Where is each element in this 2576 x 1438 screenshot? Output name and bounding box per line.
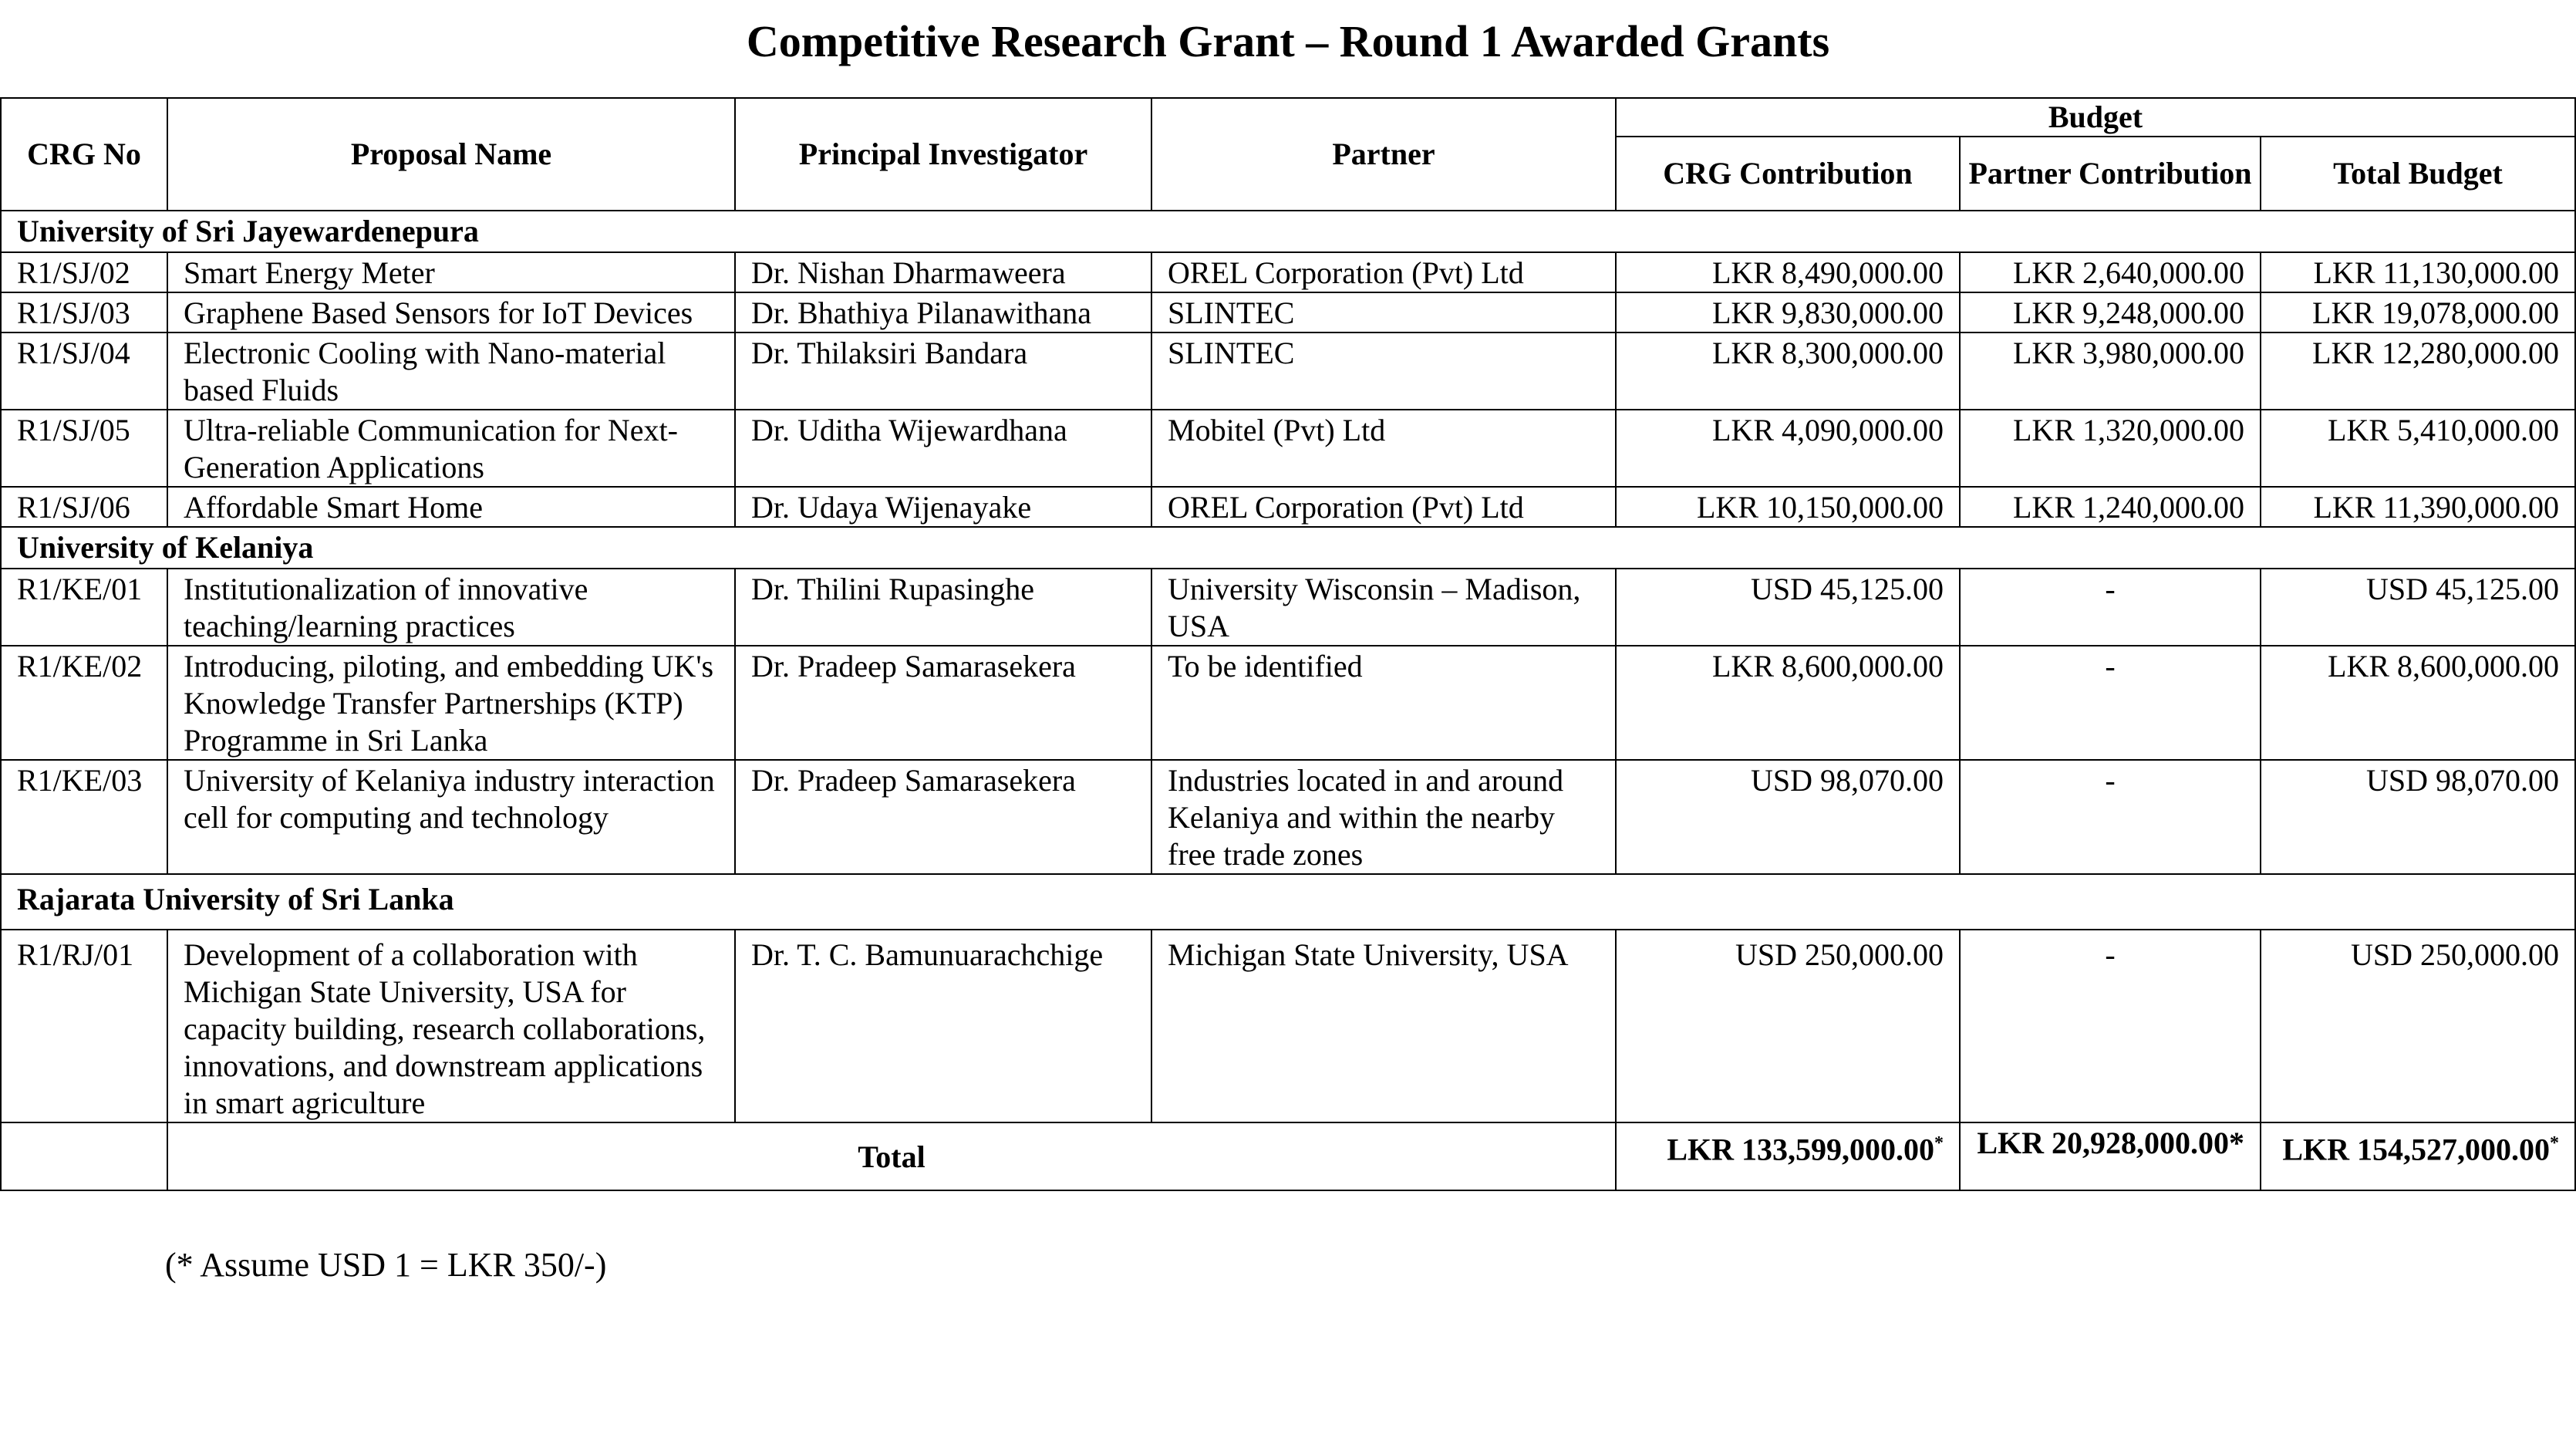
- partner-contribution-cell: -: [1960, 760, 2261, 874]
- pi-cell: Dr. T. C. Bamunuarachchige: [735, 930, 1151, 1122]
- header-partner: Partner: [1151, 98, 1616, 211]
- proposal-cell: Institutionalization of innovative teaching/learning practices: [167, 569, 735, 646]
- section-row: [1, 874, 2575, 930]
- partner-contribution-cell: LKR 2,640,000.00: [1960, 252, 2261, 292]
- partner-cell: Mobitel (Pvt) Ltd: [1151, 410, 1616, 487]
- table-row: [1, 569, 2575, 646]
- table-row: [1, 930, 2575, 1122]
- crg-no-cell: R1/KE/01: [1, 569, 167, 646]
- header-partner-contribution: Partner Contribution: [1960, 137, 2261, 211]
- total-budget-total: [2261, 1122, 2575, 1190]
- table-row: [1, 410, 2575, 487]
- total-crg-value: LKR 133,599,000.00: [1667, 1132, 1934, 1167]
- partner-cell: SLINTEC: [1151, 332, 1616, 410]
- header-total-budget: Total Budget: [2261, 137, 2575, 211]
- header-crg-contribution: CRG Contribution: [1616, 137, 1960, 211]
- pi-cell: Dr. Uditha Wijewardhana: [735, 410, 1151, 487]
- page-title: Competitive Research Grant – Round 1 Awarded Grants: [746, 16, 1830, 66]
- partner-cell: Industries located in and around Kelaniya and within the nearby free trade zones: [1151, 760, 1616, 874]
- crg-no-cell: R1/RJ/01: [1, 930, 167, 1122]
- proposal-cell: Introducing, piloting, and embedding UK's Knowledge Transfer Partnerships (KTP) Programme in Sri Lanka: [167, 646, 735, 760]
- crg-no-cell: R1/SJ/04: [1, 332, 167, 410]
- section-title: University of Sri Jayewardenepura: [1, 211, 2575, 252]
- crg-no-cell: R1/KE/03: [1, 760, 167, 874]
- total-budget-cell: USD 250,000.00: [2261, 930, 2575, 1122]
- total-row: [1, 1122, 2575, 1190]
- total-crg-footnote-mark: *: [1934, 1133, 1944, 1153]
- partner-contribution-cell: LKR 1,240,000.00: [1960, 487, 2261, 527]
- total-crg-contribution: [1616, 1122, 1960, 1190]
- table-row: [1, 252, 2575, 292]
- partner-cell: To be identified: [1151, 646, 1616, 760]
- table-row: [1, 487, 2575, 527]
- partner-contribution-cell: -: [1960, 569, 2261, 646]
- header-proposal-name: Proposal Name: [167, 98, 735, 211]
- crg-contribution-cell: LKR 8,490,000.00: [1616, 252, 1960, 292]
- section-title: Rajarata University of Sri Lanka: [1, 874, 2575, 930]
- partner-contribution-cell: LKR 9,248,000.00: [1960, 292, 2261, 332]
- partner-contribution-cell: LKR 3,980,000.00: [1960, 332, 2261, 410]
- pi-cell: Dr. Bhathiya Pilanawithana: [735, 292, 1151, 332]
- partner-contribution-cell: -: [1960, 646, 2261, 760]
- grants-table: [0, 97, 2576, 1191]
- table-row: [1, 332, 2575, 410]
- crg-contribution-cell: LKR 10,150,000.00: [1616, 487, 1960, 527]
- section-row: [1, 211, 2575, 252]
- partner-contribution-cell: -: [1960, 930, 2261, 1122]
- pi-cell: Dr. Udaya Wijenayake: [735, 487, 1151, 527]
- total-budget-cell: LKR 11,130,000.00: [2261, 252, 2575, 292]
- header-principal-investigator: Principal Investigator: [735, 98, 1151, 211]
- total-partner-contribution: LKR 20,928,000.00*: [1960, 1122, 2261, 1190]
- partner-cell: SLINTEC: [1151, 292, 1616, 332]
- pi-cell: Dr. Nishan Dharmaweera: [735, 252, 1151, 292]
- crg-contribution-cell: LKR 4,090,000.00: [1616, 410, 1960, 487]
- total-budget-cell: LKR 11,390,000.00: [2261, 487, 2575, 527]
- partner-cell: University Wisconsin – Madison, USA: [1151, 569, 1616, 646]
- crg-no-cell: R1/SJ/03: [1, 292, 167, 332]
- pi-cell: Dr. Thilini Rupasinghe: [735, 569, 1151, 646]
- crg-no-cell: R1/SJ/06: [1, 487, 167, 527]
- table-row: [1, 292, 2575, 332]
- table-row: [1, 760, 2575, 874]
- proposal-cell: Development of a collaboration with Michigan State University, USA for capacity building, research collaborations, innovations, and downstream applications in smart agriculture: [167, 930, 735, 1122]
- total-budget-cell: LKR 19,078,000.00: [2261, 292, 2575, 332]
- partner-contribution-cell: LKR 1,320,000.00: [1960, 410, 2261, 487]
- proposal-cell: Graphene Based Sensors for IoT Devices: [167, 292, 735, 332]
- partner-cell: Michigan State University, USA: [1151, 930, 1616, 1122]
- crg-no-cell: R1/KE/02: [1, 646, 167, 760]
- total-budget-cell: USD 98,070.00: [2261, 760, 2575, 874]
- total-budget-cell: LKR 8,600,000.00: [2261, 646, 2575, 760]
- section-title: University of Kelaniya: [1, 527, 2575, 569]
- total-label: Total: [167, 1122, 1616, 1190]
- proposal-cell: Smart Energy Meter: [167, 252, 735, 292]
- crg-contribution-cell: USD 98,070.00: [1616, 760, 1960, 874]
- partner-cell: OREL Corporation (Pvt) Ltd: [1151, 487, 1616, 527]
- proposal-cell: Affordable Smart Home: [167, 487, 735, 527]
- crg-contribution-cell: USD 250,000.00: [1616, 930, 1960, 1122]
- pi-cell: Dr. Thilaksiri Bandara: [735, 332, 1151, 410]
- header-budget: Budget: [1616, 98, 2575, 137]
- total-budget-footnote-mark: *: [2550, 1133, 2560, 1153]
- total-budget-value: LKR 154,527,000.00: [2282, 1132, 2551, 1167]
- crg-contribution-cell: LKR 8,600,000.00: [1616, 646, 1960, 760]
- pi-cell: Dr. Pradeep Samarasekera: [735, 760, 1151, 874]
- table-row: [1, 646, 2575, 760]
- crg-no-cell: R1/SJ/02: [1, 252, 167, 292]
- crg-no-cell: R1/SJ/05: [1, 410, 167, 487]
- total-budget-cell: USD 45,125.00: [2261, 569, 2575, 646]
- proposal-cell: Ultra-reliable Communication for Next-Generation Applications: [167, 410, 735, 487]
- pi-cell: Dr. Pradeep Samarasekera: [735, 646, 1151, 760]
- total-budget-cell: LKR 5,410,000.00: [2261, 410, 2575, 487]
- header-crg-no: CRG No: [1, 98, 167, 211]
- footnote: (* Assume USD 1 = LKR 350/-): [165, 1246, 607, 1284]
- proposal-cell: Electronic Cooling with Nano-material based Fluids: [167, 332, 735, 410]
- section-row: [1, 527, 2575, 569]
- total-empty-cell: [1, 1122, 167, 1190]
- proposal-cell: University of Kelaniya industry interaction cell for computing and technology: [167, 760, 735, 874]
- partner-cell: OREL Corporation (Pvt) Ltd: [1151, 252, 1616, 292]
- crg-contribution-cell: LKR 9,830,000.00: [1616, 292, 1960, 332]
- total-budget-cell: LKR 12,280,000.00: [2261, 332, 2575, 410]
- crg-contribution-cell: USD 45,125.00: [1616, 569, 1960, 646]
- crg-contribution-cell: LKR 8,300,000.00: [1616, 332, 1960, 410]
